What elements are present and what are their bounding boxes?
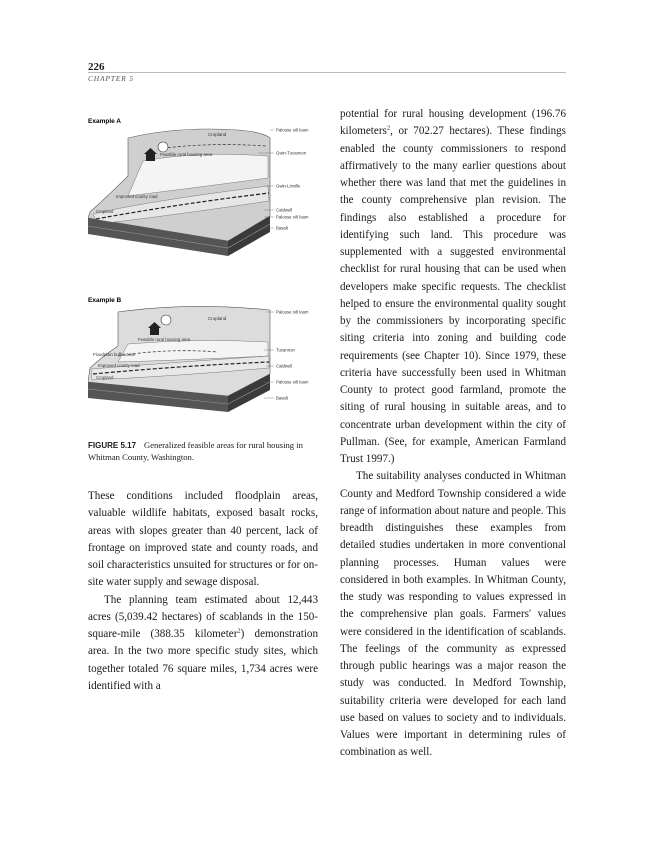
figure-number: FIGURE 5.17 xyxy=(88,441,137,450)
callout-b-3: Caldwell xyxy=(276,363,293,369)
figure-caption xyxy=(88,440,320,463)
right-paragraph-1: potential for rural housing development (196.76 kilometers$^2$, or 702.27 hectares). These findings enabled the county commissioners to respond affirmatively to the many earlier questions about whether there was land that met the guidelines in the county comprehensive plan revision. The findings also established a procedure for identifying such land. This procedure was supplemented with a suggested environmental checklist for rural housing that can be used when developers make specific requests. The checklist helped to ensure the environmental quality sought by the commissioners by incorporating specific siting criteria into zoning and building code requirements (see Chapter 10). Since 1979, these criteria have successfully been used in Whitman County to protect good farmland, promote the siting of rural housing in suitable areas, and to concentrate urban development within the city of Pullman. (See, for example, American Farmland Trust 1997.) xyxy=(340,108,566,465)
left-paragraph-1: These conditions included floodplain areas, valuable wildlife habitats, exposed basalt rocks, areas with slopes greater than 40 percent, lack of frontage on improved state and county roads, and soil characteristics unsuited for structures or for on-site water supply and sewage disposal. xyxy=(88,490,318,589)
example-b-label: Example B xyxy=(88,297,122,304)
callout-b-1: Palouse silt loam xyxy=(276,309,309,315)
callout-a-6: Basalt xyxy=(276,225,288,231)
left-paragraph-2: The planning team estimated about 12,443 acres (5,039.42 hectares) of scablands in the 150-square-mile (388.35 kilometer$^2$) demonstration area. In the two more specific study sites, which together totaled 76 square miles, 1,734 acres were identified with a xyxy=(88,593,318,692)
feasible-label-b: Feasible rural housing area xyxy=(138,337,191,342)
callout-a-5: Palouse silt loam xyxy=(276,214,309,220)
cropland-bottom-label-b: Cropland xyxy=(96,375,114,380)
left-column xyxy=(88,488,318,695)
cropland-bottom-label-a: Cropland xyxy=(96,209,114,214)
header-rule xyxy=(88,72,566,73)
tree-icon xyxy=(161,315,171,325)
right-column xyxy=(340,106,566,762)
callout-a-3: Gwin-Linville xyxy=(276,183,301,189)
road-label-b: Improved county road xyxy=(98,363,140,368)
example-a-label: Example A xyxy=(88,118,121,125)
callout-b-2: Tucannon xyxy=(276,347,295,353)
block-diagram-b xyxy=(88,296,320,436)
tree-icon xyxy=(158,142,168,152)
cropland-top-label-b: Cropland xyxy=(208,316,227,321)
floodplain-label-b: Floodplain buffer zone xyxy=(93,352,136,357)
right-paragraph-2: The suitability analyses conducted in Whitman County and Medford Township considered a wide range of information about nature and people. This breadth distinguishes these examples from detailed studies undertaken in more conventional planning processes. Human values were considered in both examples. In Whitman County, the study was responding to values expressed in the comprehensive plan goals. Farmers' values were considered in the identification of scablands. The feelings of the community as expressed through public hearings was a major reason the study was conducted. In Medford Township, suitability criteria were developed for each land use based on values to society and to individuals. Values were important in determining rules of combination as well. xyxy=(340,470,566,759)
callout-a-4: Caldwell xyxy=(276,207,293,213)
running-head: CHAPTER 5 xyxy=(88,74,134,83)
callout-b-4: Palouse silt loam xyxy=(276,379,309,385)
callout-b-5: Basalt xyxy=(276,395,288,401)
road-label-a: Improved county road xyxy=(116,194,158,199)
figure-example-b xyxy=(88,296,320,436)
feasible-label-a: Feasible rural housing area xyxy=(160,152,213,157)
cropland-top-label-a: Cropland xyxy=(208,132,227,137)
figure-example-a xyxy=(88,116,320,266)
block-diagram-a xyxy=(88,116,320,266)
figure-caption-text: Generalized feasible areas for rural housing in Whitman County, Washington. xyxy=(88,440,303,462)
callout-a-2: Gwin-Tucannon xyxy=(276,150,307,156)
callout-a-1: Palouse silt loam xyxy=(276,127,309,133)
page-number: 226 xyxy=(88,61,105,73)
